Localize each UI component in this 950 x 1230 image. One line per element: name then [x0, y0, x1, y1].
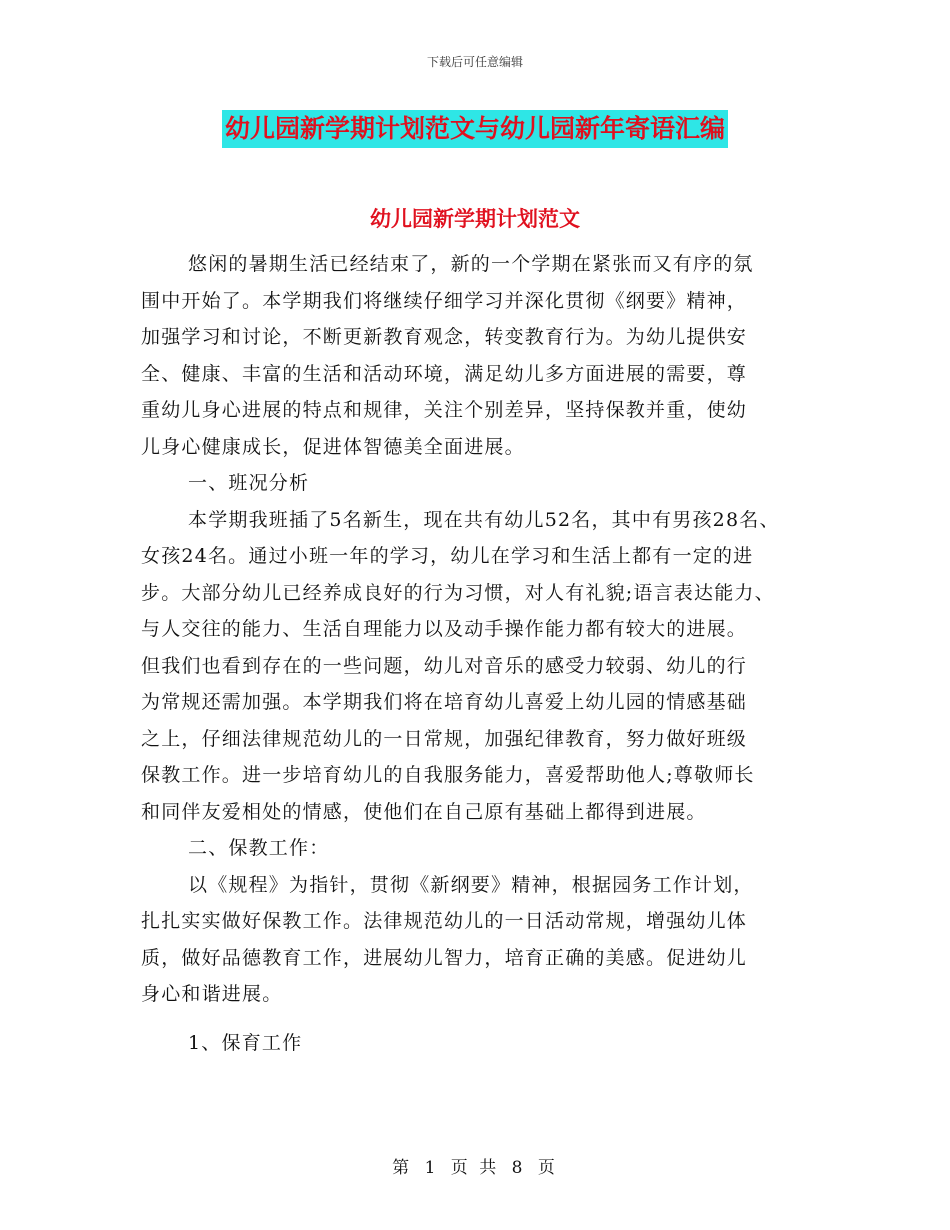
page-number: 1 [424, 1158, 439, 1178]
paragraph-line: 但我们也看到存在的一些问题，幼儿对音乐的感受力较弱、幼儿的行 [141, 654, 748, 677]
paragraph-line: 儿身心健康成长，促进体智德美全面进展。 [141, 435, 525, 458]
paragraph-line: 悠闲的暑期生活已经结束了，新的一个学期在紧张而又有序的氛 [188, 253, 754, 275]
paragraph-line: 重幼儿身心进展的特点和规律，关注个别差异，坚持保教并重，使幼 [141, 399, 748, 421]
paragraph-line: 本学期我班插了5名新生，现在共有幼儿52名，其中有男孩28名、 [188, 508, 780, 531]
footer-suffix: 页 [537, 1158, 558, 1178]
paragraph-line: 扎扎实实做好保教工作。法律规范幼儿的一日活动常规，增强幼儿体 [141, 910, 748, 932]
page-footer [0, 1153, 950, 1178]
paragraph-line: 女孩24名。通过小班一年的学习，幼儿在学习和生活上都有一定的进 [141, 545, 754, 567]
paragraph-line: 围中开始了。本学期我们将继续仔细学习并深化贯彻《纲要》精神， [141, 289, 748, 312]
header-note: 下载后可任意编辑 [426, 55, 523, 69]
footer-prefix: 第 [392, 1158, 413, 1178]
paragraph-line: 与人交往的能力、生活自理能力以及动手操作能力都有较大的进展。 [141, 618, 748, 640]
section-heading: 二、保教工作： [188, 837, 330, 859]
document-body [141, 246, 831, 1061]
total-pages: 8 [511, 1158, 526, 1178]
paragraph-line: 以《规程》为指针，贯彻《新纲要》精神，根据园务工作计划， [188, 873, 754, 896]
paragraph-line: 保教工作。进一步培育幼儿的自我服务能力，喜爱帮助他人;尊敬师长 [141, 764, 755, 786]
section-heading: 一、班况分析 [188, 472, 310, 494]
subsection-heading: 1、保育工作 [188, 1031, 303, 1054]
document-title: 幼儿园新学期计划范文与幼儿园新年寄语汇编 [222, 110, 728, 148]
section-title: 幼儿园新学期计划范文 [370, 206, 580, 231]
paragraph-line: 质，做好品德教育工作，进展幼儿智力，培育正确的美感。促进幼儿 [141, 946, 748, 969]
paragraph-line: 之上，仔细法律规范幼儿的一日常规，加强纪律教育，努力做好班级 [141, 727, 748, 750]
paragraph-line: 加强学习和讨论，不断更新教育观念，转变教育行为。为幼儿提供安 [141, 326, 748, 348]
paragraph-line: 为常规还需加强。本学期我们将在培育幼儿喜爱上幼儿园的情感基础 [141, 691, 748, 713]
footer-mid: 页 共 [450, 1158, 500, 1178]
paragraph-line: 全、健康、丰富的生活和活动环境，满足幼儿多方面进展的需要，尊 [141, 362, 748, 385]
paragraph-line: 步。大部分幼儿已经养成良好的行为习惯，对人有礼貌;语言表达能力、 [141, 581, 775, 604]
paragraph-line: 身心和谐进展。 [141, 983, 283, 1005]
paragraph-line: 和同伴友爱相处的情感，使他们在自己原有基础上都得到进展。 [141, 800, 707, 823]
